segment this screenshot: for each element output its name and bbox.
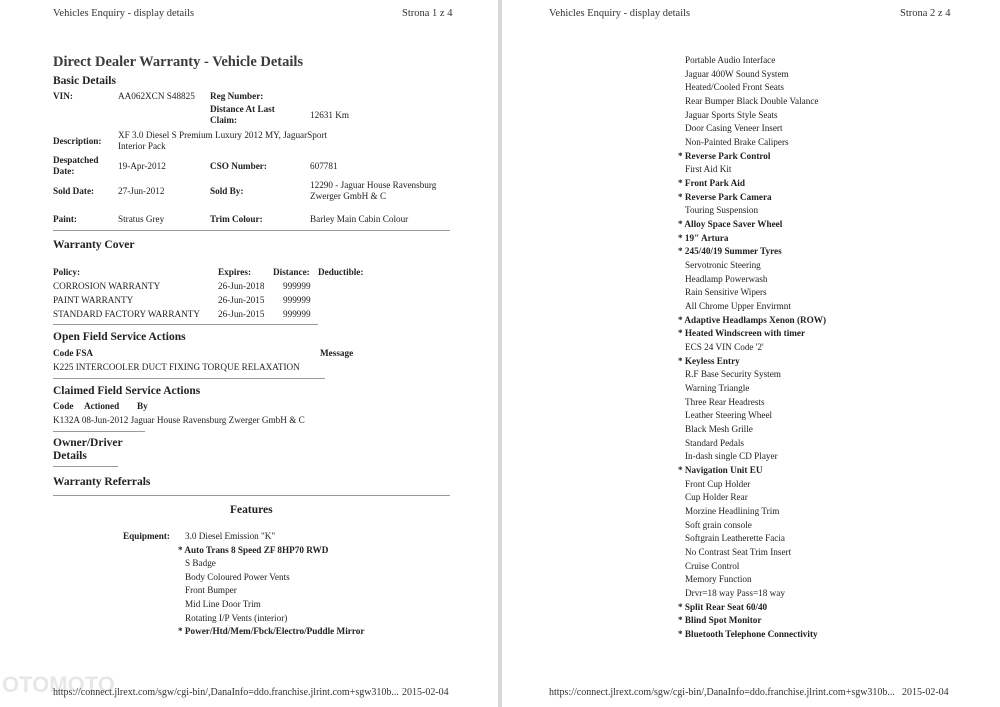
- warranty-policy: PAINT WARRANTY: [53, 295, 134, 305]
- col-deductible: Deductible:: [318, 267, 364, 277]
- paint-label: Paint:: [53, 214, 77, 224]
- equipment-item: Front Cup Holder: [685, 478, 751, 489]
- equipment-item: Rotating I/P Vents (interior): [185, 612, 288, 623]
- distance-value: 12631 Km: [310, 110, 350, 120]
- equipment-item: Door Casing Veneer Insert: [685, 123, 783, 134]
- equipment-item: Servotronic Steering: [685, 260, 761, 271]
- divider: [53, 495, 450, 496]
- equipment-item: * Front Park Aid: [678, 178, 745, 189]
- equipment-item: * Adaptive Headlamps Xenon (ROW): [678, 314, 827, 325]
- vin-label: VIN:: [53, 91, 73, 101]
- warranty-distance: 999999: [283, 309, 311, 319]
- equipment-item: Touring Suspension: [685, 205, 759, 216]
- equipment-item: * 245/40/19 Summer Tyres: [678, 246, 782, 257]
- warranty-expires: 26-Jun-2018: [218, 281, 265, 291]
- equipment-item: Rain Sensitive Wipers: [685, 287, 767, 298]
- warranty-cover-heading: Warranty Cover: [53, 239, 135, 251]
- footer-date: 2015-02-04: [402, 687, 449, 698]
- page-header-title: Vehicles Enquiry - display details: [549, 8, 691, 19]
- equipment-item: * Heated Windscreen with timer: [678, 328, 806, 339]
- equipment-item: * Reverse Park Camera: [678, 191, 772, 202]
- equipment-item: Headlamp Powerwash: [685, 273, 768, 284]
- trim-label: Trim Colour:: [210, 214, 263, 224]
- divider: [53, 431, 145, 432]
- warranty-expires: 26-Jun-2015: [218, 295, 265, 305]
- despatched-label: Despatched Date:: [53, 155, 99, 176]
- trim-value: Barley Main Cabin Colour: [310, 214, 409, 224]
- equipment-item: Cruise Control: [685, 560, 740, 571]
- document-title: Direct Dealer Warranty - Vehicle Details: [53, 54, 304, 70]
- cso-label: CSO Number:: [210, 161, 267, 171]
- equipment-item: Morzine Headlining Trim: [685, 506, 780, 517]
- warranty-policy: STANDARD FACTORY WARRANTY: [53, 309, 200, 319]
- distance-label: Distance At Last Claim:: [210, 104, 275, 125]
- equipment-item: Warning Triangle: [685, 383, 750, 394]
- paint-value: Stratus Grey: [118, 214, 165, 224]
- document-page-1: [0, 0, 498, 707]
- equipment-item: * Alloy Space Saver Wheel: [678, 219, 783, 230]
- sold-date-value: 27-Jun-2012: [118, 186, 165, 196]
- document-page-2: [502, 0, 1000, 707]
- watermark: OTOMOTO: [2, 672, 115, 697]
- features-heading: Features: [230, 504, 273, 516]
- equipment-item: Heated/Cooled Front Seats: [685, 82, 785, 93]
- claimed-col-code: Code: [53, 401, 74, 411]
- equipment-label: Equipment:: [123, 531, 170, 541]
- owner-driver-heading: Owner/Driver: [53, 437, 123, 449]
- divider: [53, 324, 318, 325]
- equipment-item: Mid Line Door Trim: [185, 599, 261, 609]
- equipment-item: Cup Holder Rear: [685, 492, 748, 503]
- page-number: Strona 1 z 4: [402, 8, 453, 19]
- equipment-item: 3.0 Diesel Emission "K": [185, 531, 276, 541]
- equipment-item: * Navigation Unit EU: [678, 465, 763, 476]
- equipment-item: * Split Rear Seat 60/40: [678, 601, 768, 612]
- equipment-item: * Keyless Entry: [678, 355, 740, 366]
- fsa-col-message: Message: [320, 348, 354, 358]
- reg-label: Reg Number:: [210, 91, 264, 101]
- sold-by-value: 12290 - Jaguar House Ravensburg Zwerger GmbH & C: [310, 180, 437, 201]
- equipment-item: Jaguar 400W Sound System: [685, 68, 789, 79]
- equipment-item: * 19" Artura: [678, 232, 729, 243]
- cso-value: 607781: [310, 161, 338, 171]
- sold-by-label: Sold By:: [210, 186, 244, 196]
- equipment-item: All Chrome Upper Envirmnt: [685, 301, 791, 312]
- page-number: Strona 2 z 4: [900, 8, 951, 19]
- equipment-item: * Reverse Park Control: [678, 150, 771, 161]
- equipment-item: Three Rear Headrests: [685, 396, 765, 407]
- equipment-item: Non-Painted Brake Calipers: [685, 137, 789, 148]
- vin-value: AA062XCN S48825: [118, 91, 195, 101]
- sold-date-label: Sold Date:: [53, 186, 95, 196]
- warranty-policy: CORROSION WARRANTY: [53, 281, 161, 291]
- equipment-item: Softgrain Leatherette Facia: [685, 533, 785, 544]
- col-expires: Expires:: [218, 267, 252, 277]
- equipment-item: Jaguar Sports Style Seats: [685, 109, 778, 120]
- description-value: XF 3.0 Diesel S Premium Luxury 2012 MY, JaguarSport Interior Pack: [118, 130, 328, 151]
- col-policy: Policy:: [53, 267, 81, 277]
- divider: [53, 230, 450, 231]
- claimed-col-by: By: [137, 401, 148, 411]
- page-header-title: Vehicles Enquiry - display details: [53, 8, 195, 19]
- owner-details-heading: Details: [53, 450, 87, 462]
- equipment-item: Black Mesh Grille: [685, 424, 753, 435]
- equipment-item: R.F Base Security System: [685, 369, 781, 380]
- despatched-value: 19-Apr-2012: [118, 161, 166, 171]
- equipment-item: Front Bumper: [185, 585, 237, 596]
- equipment-item: In-dash single CD Player: [685, 451, 778, 462]
- equipment-item: * Blind Spot Monitor: [678, 615, 762, 626]
- basic-details-heading: Basic Details: [53, 75, 116, 87]
- warranty-distance: 999999: [283, 295, 311, 305]
- equipment-item: * Auto Trans 8 Speed ZF 8HP70 RWD: [178, 544, 329, 555]
- equipment-item: Standard Pedals: [685, 437, 744, 448]
- col-distance: Distance:: [273, 267, 310, 277]
- footer-url: https://connect.jlrext.com/sgw/cgi-bin/,DanaInfo=ddo.franchise.jlrint.com+sgw310b...: [53, 687, 399, 698]
- divider: [53, 466, 118, 467]
- equipment-item: * Bluetooth Telephone Connectivity: [678, 629, 818, 640]
- equipment-item: No Contrast Seat Trim Insert: [685, 547, 792, 558]
- divider: [53, 378, 325, 379]
- equipment-item: S Badge: [185, 558, 216, 569]
- claimed-fsa-heading: Claimed Field Service Actions: [53, 385, 201, 397]
- equipment-item: ECS 24 VIN Code '2': [685, 342, 764, 353]
- equipment-item: * Power/Htd/Mem/Fbck/Electro/Puddle Mirror: [178, 626, 365, 637]
- equipment-item: Drvr=18 way Pass=18 way: [685, 588, 785, 599]
- warranty-expires: 26-Jun-2015: [218, 309, 265, 319]
- fsa-row: K225 INTERCOOLER DUCT FIXING TORQUE RELAXATION: [53, 362, 300, 372]
- claimed-col-actioned: Actioned: [84, 401, 120, 411]
- warranty-referrals-heading: Warranty Referrals: [53, 476, 151, 488]
- fsa-col-code: Code FSA: [53, 348, 94, 358]
- equipment-item: First Aid Kit: [685, 164, 732, 175]
- footer-url: https://connect.jlrext.com/sgw/cgi-bin/,DanaInfo=ddo.franchise.jlrint.com+sgw310b...: [549, 687, 895, 698]
- open-fsa-heading: Open Field Service Actions: [53, 331, 186, 343]
- claimed-row: K132A 08-Jun-2012 Jaguar House Ravensburg Zwerger GmbH & C: [53, 415, 305, 425]
- equipment-item: Body Coloured Power Vents: [185, 571, 290, 582]
- equipment-item: Memory Function: [685, 574, 752, 585]
- warranty-distance: 999999: [283, 281, 311, 291]
- description-label: Description:: [53, 136, 102, 146]
- equipment-item: Portable Audio Interface: [685, 55, 776, 65]
- equipment-item: Soft grain console: [685, 519, 752, 530]
- equipment-item: Leather Steering Wheel: [685, 410, 773, 421]
- footer-date: 2015-02-04: [902, 687, 949, 698]
- equipment-item: Rear Bumper Black Double Valance: [685, 96, 819, 106]
